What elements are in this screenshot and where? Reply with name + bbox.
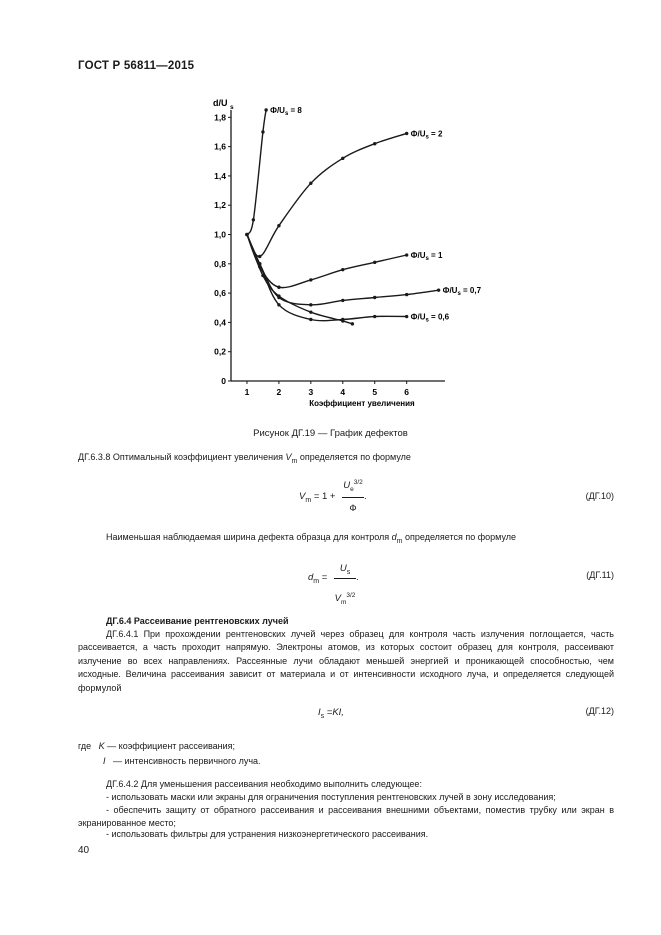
data-point	[341, 268, 344, 271]
paragraph-optimal-magnification	[78, 451, 614, 468]
series-line	[247, 110, 266, 235]
equation-dg11-lhs	[308, 572, 327, 585]
eq10-numerator	[342, 479, 364, 493]
eq11-tail: .	[356, 572, 359, 583]
series-label: $Ф/U_s = 0,6$	[410, 312, 450, 324]
data-point	[264, 108, 267, 111]
data-point	[277, 286, 280, 289]
data-point	[309, 310, 312, 313]
y-axis-label-sub: s	[230, 104, 234, 111]
defect-chart	[200, 92, 500, 412]
data-point	[252, 218, 255, 221]
x-axis-label: Коэффициент увеличения	[309, 399, 415, 408]
data-point	[373, 261, 376, 264]
eq11-denominator	[334, 592, 356, 606]
where-prefix: где	[78, 741, 92, 751]
data-point	[373, 142, 376, 145]
where-i	[103, 755, 261, 768]
data-point	[405, 293, 408, 296]
list-item: - обеспечить защиту от обратного рассеивания и рассеивания внешними объектами, поместив трубку или экран в экранированное место;	[78, 805, 614, 829]
eq12-lhs: I	[318, 707, 321, 718]
eq12-lhs-sub: s	[320, 713, 325, 720]
data-point	[261, 274, 264, 277]
eq11-den: V	[334, 593, 341, 605]
y-tick-label: 1,6	[214, 141, 226, 152]
p1-text-b: определяется по формуле	[297, 452, 411, 462]
p2-text-b: определяется по формуле	[402, 532, 517, 542]
eq11-fraction-bar	[334, 578, 356, 579]
eq10-denominator: Ф	[349, 503, 357, 514]
data-point	[258, 255, 261, 258]
series-line	[247, 235, 407, 321]
p1-var: V	[285, 452, 292, 462]
y-tick-label: 1,8	[214, 112, 226, 123]
y-tick-label: 0,2	[214, 346, 226, 357]
data-point	[277, 294, 280, 297]
eq10-mid: = 1 +	[311, 491, 336, 502]
page-number: 40	[78, 845, 90, 856]
eq10-tail: .	[364, 491, 367, 502]
eq11-den-sub: m	[340, 599, 347, 607]
data-point	[245, 233, 248, 236]
y-tick-label: 0,4	[214, 317, 226, 328]
data-point	[309, 318, 312, 321]
eq11-lhs: d	[308, 572, 314, 583]
data-point	[309, 278, 312, 281]
where-i-var: I	[103, 756, 106, 766]
p2-text-a: Наименьшая наблюдаемая ширина дефекта образца для контроля	[106, 532, 392, 542]
series-label: $Ф/U_s = 0,7$	[442, 286, 482, 298]
series-label: $Ф/U_s = 2$	[410, 129, 443, 141]
where-k-var: K	[98, 741, 105, 751]
x-tick-label: 1	[244, 387, 250, 397]
y-tick-label: 1,0	[214, 229, 226, 240]
p2-sub: m	[396, 538, 403, 545]
data-point	[341, 319, 344, 322]
x-tick-label: 6	[404, 387, 410, 397]
eq10-fraction-bar	[342, 497, 364, 498]
data-point	[341, 157, 344, 160]
series-line	[247, 235, 407, 288]
eq11-num: U	[339, 563, 347, 574]
series-label: $Ф/U_s = 1$	[410, 251, 443, 263]
eq11-den-sup: 3/2	[346, 592, 356, 599]
data-point	[405, 253, 408, 256]
list-intro: ДГ.6.4.2 Для уменьшения рассеивания необходимо выполнить следующее:	[106, 779, 422, 789]
data-point	[277, 303, 280, 306]
figure-caption: Рисунок ДГ.19 — График дефектов	[253, 428, 408, 439]
eq11-lhs-sub: m	[313, 578, 320, 585]
series-label: $Ф/U_s = 8$	[270, 106, 302, 117]
equation-number-dg11: (ДГ.11)	[586, 570, 614, 580]
data-point	[277, 224, 280, 227]
eq10-num-sub: e	[350, 486, 354, 494]
equation-dg12	[318, 707, 344, 720]
where-k	[78, 740, 235, 753]
x-tick-label: 5	[372, 387, 378, 397]
paragraph-min-width	[106, 531, 614, 548]
section-paragraph: ДГ.6.4.1 При прохождении рентгеновских лучей через образец для контроля часть излучения поглощается, часть рассеивается, а часть проходит напрямую. Электроны атомов, из которых состоит образец для контроля, рассеивают излучение во всех направлениях. Рассеянные лучи обладают меньшей энергией и проникающей способностью, чем исходные. Величина рассеивания зависит от материала и от интенсивности исходного луча, и определяется следующей формулой	[78, 629, 614, 693]
y-tick-label: 1,4	[214, 170, 226, 181]
series-line	[247, 235, 352, 324]
x-tick-label: 3	[308, 387, 314, 397]
data-point	[309, 303, 312, 306]
data-point	[351, 322, 354, 325]
data-point	[341, 299, 344, 302]
where-k-text: — коэффициент рассеивания;	[104, 741, 236, 751]
p1-text-a: ДГ.6.3.8 Оптимальный коэффициент увеличения	[78, 452, 286, 462]
eq12-rhs: =KI,	[324, 707, 344, 718]
list-item: - использовать фильтры для устранения низкоэнергетического рассеивания.	[106, 829, 429, 839]
y-tick-label: 1,2	[214, 200, 226, 211]
eq10-lhs-sub: m	[305, 497, 312, 504]
p1-sub: m	[291, 458, 298, 465]
list-item: - использовать маски или экраны для ограничения поступления рентгеновских лучей в зону исследования;	[106, 792, 556, 802]
p2-var: d	[391, 532, 397, 542]
x-tick-label: 4	[340, 387, 346, 397]
y-tick-label: 0	[221, 376, 226, 386]
data-point	[405, 315, 408, 318]
eq10-num: U	[343, 480, 351, 492]
data-point	[261, 130, 264, 133]
document-header: ГОСТ Р 56811—2015	[78, 60, 195, 72]
data-point	[437, 288, 440, 291]
eq10-lhs: V	[299, 491, 306, 502]
where-i-text: — интенсивность первичного луча.	[110, 756, 261, 766]
eq11-numerator	[334, 563, 356, 576]
data-point	[373, 315, 376, 318]
equation-dg10-lhs	[299, 491, 336, 504]
x-tick-label: 2	[276, 387, 282, 397]
section-heading: ДГ.6.4 Рассеивание рентгеновских лучей	[106, 616, 289, 626]
eq11-mid: =	[319, 572, 328, 583]
eq11-num-sub: s	[346, 569, 351, 576]
data-point	[373, 296, 376, 299]
equation-number-dg10: (ДГ.10)	[585, 491, 614, 501]
y-tick-label: 0,6	[214, 288, 226, 299]
y-axis-label: d/U	[213, 98, 228, 108]
series-line	[247, 133, 407, 256]
equation-number-dg12: (ДГ.12)	[585, 706, 614, 716]
data-point	[309, 182, 312, 185]
eq10-num-sup: 3/2	[353, 479, 363, 486]
data-point	[405, 132, 408, 135]
chart-plot-area	[213, 98, 482, 408]
y-tick-label: 0,8	[214, 258, 226, 269]
